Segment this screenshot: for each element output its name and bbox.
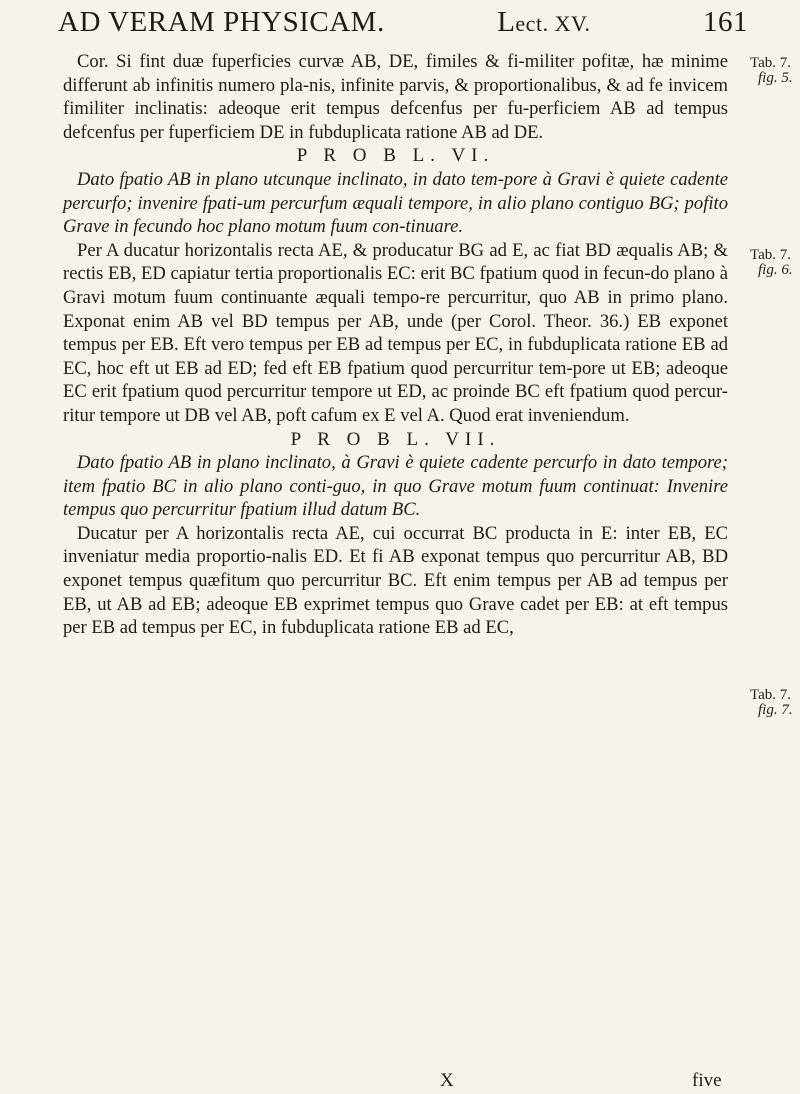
lecture-number: Lect. XV. — [497, 6, 591, 38]
running-title: AD VERAM PHYSICAM. — [58, 6, 385, 38]
problem-7-heading: P R O B L. VII. — [290, 428, 501, 450]
margin-note-fig6: Tab. 7. fig. 6. — [750, 247, 793, 278]
page-footer — [0, 1070, 800, 1092]
signature-mark: X — [440, 1070, 454, 1091]
page-number: 161 — [703, 6, 748, 38]
margin-note-fig5: Tab. 7. fig. 5. — [750, 55, 793, 86]
main-text — [63, 50, 728, 640]
running-header — [58, 6, 748, 46]
problem-7-solution: Ducatur per A horizontalis recta AE, cui occurrat BC producta in E: inter EB, EC inveniatur media proportio-nalis ED. Et fi AB exponat tempus quo percurritur AB, BD exponet tempus quæfitum quo percurritur BC. Eft enim tempus per AB ad tempus per EB, ut AB ad EB; adeoque EB exprimet tempus quo Grave cadet per EB: at eft tempus per EB ad tempus per EC, in fubduplicata ratione EB ad EC, — [63, 522, 728, 639]
corollary-paragraph: Cor. Si fint duæ fuperficies curvæ AB, DE, fimiles & fi-militer pofitæ, hæ minime differunt ab infinitis numero pla-nis, infinite parvis, & proportionalibus, & ad fe invicem fimiliter inclinatis: adeoque erit tempus defcenfus per fu-perficiem AB ad tempus defcenfus per fuperficiem DE in fubduplicata ratione AB ad DE. — [63, 51, 728, 143]
catchword: five — [692, 1070, 722, 1091]
margin-note-fig7: Tab. 7. fig. 7. — [750, 687, 793, 718]
problem-6-solution: Per A ducatur horizontalis recta AE, & producatur BG ad E, ac fiat BD æqualis AB; & rectis EB, ED capiatur tertia proportionalis EC: erit BC fpatium quod in fecun-do plano à Gravi motum fuum continuante æquali tempo-re percurritur, quo AB in primo plano. Exponat enim AB vel BD tempus per AB, unde (per Corol. Theor. 36.) EB exponet tempus per EB. Eft vero tempus per EB ad tempus per EC, in fubduplicata ratione EB ad EC, hoc eft ut EB ad ED; fed eft EB fpatium quod percurritur tem-pore ut EB; adeoque EC erit fpatium quod percurritur tempore ut ED, ac proinde BC eft fpatium quod percur-ritur tempore ut DB vel AB, poft cafum ex E vel A. Quod erat inveniendum. — [63, 239, 728, 426]
problem-7-statement: Dato fpatio AB in plano inclinato, à Gravi è quiete cadente percurfo in dato tempore; item fpatio BC in alio plano conti-guo, in quo Grave motum fuum continuat: Invenire tempus quo percurritur fpatium illud datum BC. — [63, 452, 728, 521]
problem-6-heading: P R O B L. VI. — [296, 145, 495, 167]
problem-6-statement: Dato fpatio AB in plano utcunque inclinato, in dato tem-pore à Gravi è quiete cadente percurfo; invenire fpati-um percurfum æquali tempore, in alio plano contiguo BG; pofito Grave in fecundo hoc plano motum fuum con-tinuare. — [63, 168, 728, 238]
